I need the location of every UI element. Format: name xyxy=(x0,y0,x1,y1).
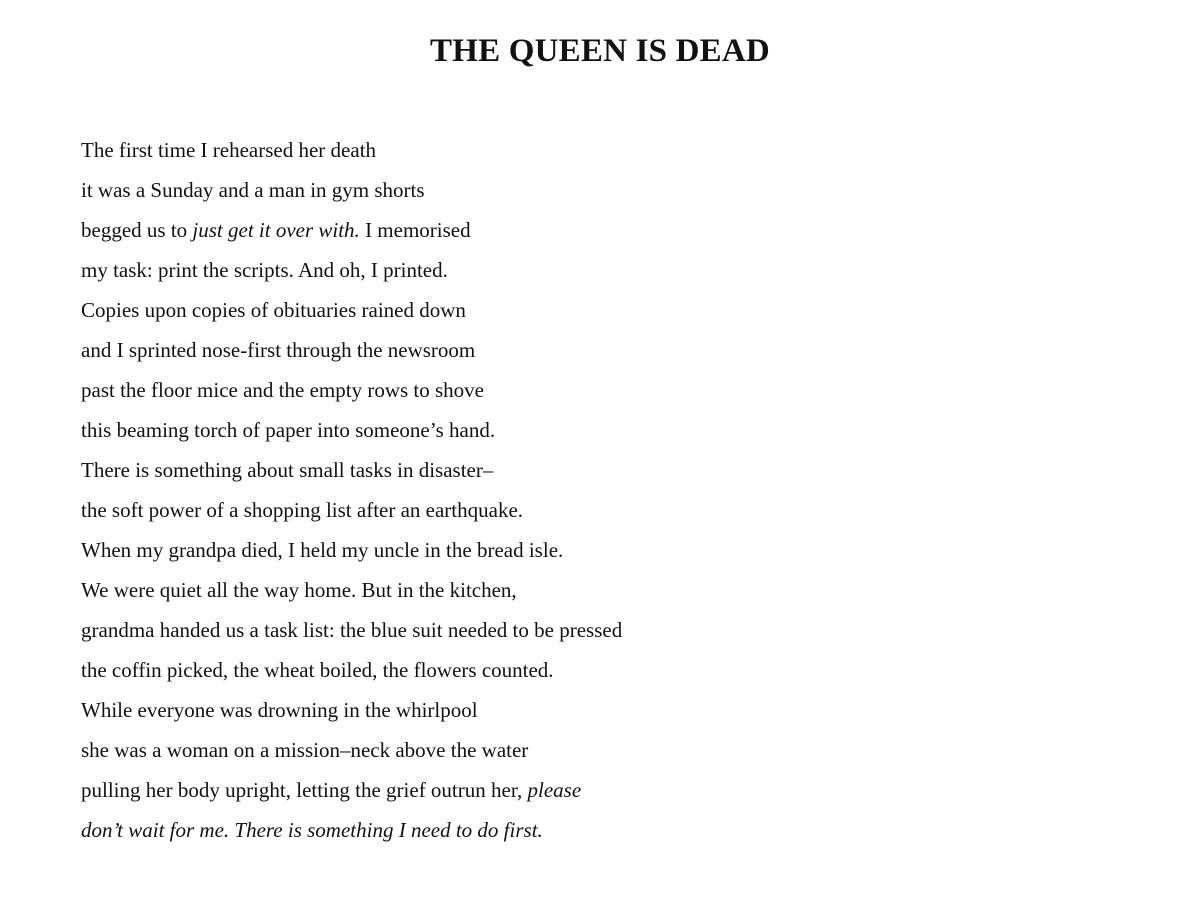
poem-line-italic-segment: don’t wait for me. There is something I need to do first. xyxy=(81,818,543,842)
poem-line xyxy=(81,330,981,370)
poem-line-segment: and I sprinted nose-first through the newsroom xyxy=(81,338,476,362)
poem-line-segment: pulling her body upright, letting the grief outrun her, xyxy=(81,778,528,802)
poem-line-segment: she was a woman on a mission–neck above the water xyxy=(81,738,529,762)
poem-line-segment: Copies upon copies of obituaries rained down xyxy=(81,298,466,322)
poem-line xyxy=(81,810,981,850)
poem-line-italic-segment: just get it over with. xyxy=(192,218,360,242)
poem-line-segment: While everyone was drowning in the whirlpool xyxy=(81,698,478,722)
poem-line xyxy=(81,570,981,610)
poem-line xyxy=(81,450,981,490)
poem-line xyxy=(81,650,981,690)
poem-line xyxy=(81,370,981,410)
poem-line xyxy=(81,410,981,450)
poem-line-segment: the coffin picked, the wheat boiled, the flowers counted. xyxy=(81,658,554,682)
poem-line xyxy=(81,130,981,170)
poem-line-segment: There is something about small tasks in disaster– xyxy=(81,458,494,482)
poem-line-segment: The first time I rehearsed her death xyxy=(81,138,377,162)
poem-line xyxy=(81,170,981,210)
poem-line-segment: it was a Sunday and a man in gym shorts xyxy=(81,178,425,202)
poem-line xyxy=(81,290,981,330)
poem-line-segment: past the floor mice and the empty rows to shove xyxy=(81,378,484,402)
poem-line-segment: begged us to xyxy=(81,218,193,242)
poem-line xyxy=(81,610,981,650)
poem-line xyxy=(81,250,981,290)
poem-line-segment: We were quiet all the way home. But in the kitchen, xyxy=(81,578,517,602)
poem-line xyxy=(81,730,981,770)
poem-line-italic-segment: please xyxy=(527,778,582,802)
poem-line-segment: When my grandpa died, I held my uncle in the bread isle. xyxy=(81,538,564,562)
poem-line xyxy=(81,690,981,730)
poem-line-segment: grandma handed us a task list: the blue suit needed to be pressed xyxy=(81,618,623,642)
poem-line xyxy=(81,530,981,570)
poem-line-segment: my task: print the scripts. And oh, I printed. xyxy=(81,258,448,282)
poem-title: THE QUEEN IS DEAD xyxy=(430,33,770,69)
poem-line xyxy=(81,490,981,530)
poem-body xyxy=(81,130,981,850)
poem-line-segment: the soft power of a shopping list after an earthquake. xyxy=(81,498,524,522)
poem-line-segment: I memorised xyxy=(359,218,471,242)
poem-line xyxy=(81,770,981,810)
poem-line-segment: this beaming torch of paper into someone’s hand. xyxy=(81,418,496,442)
poem-line xyxy=(81,210,981,250)
